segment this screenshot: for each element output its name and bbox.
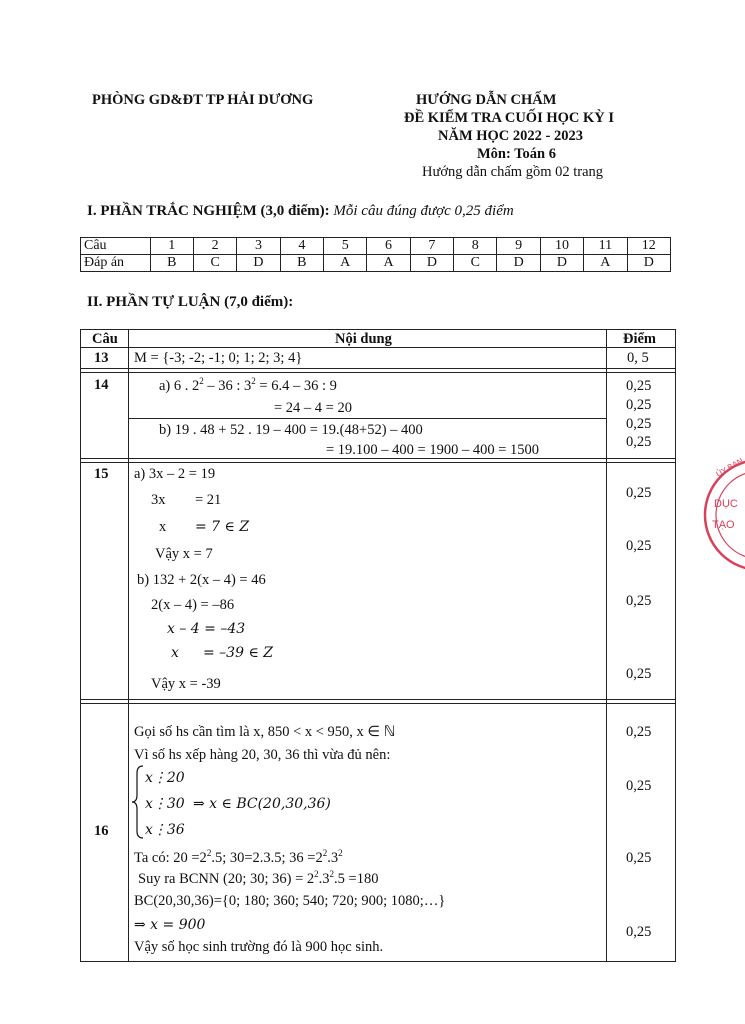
q15-score: 0,25 — [626, 485, 652, 501]
q16-system-implication: ⇒ x ∈ BC(20,30,36) — [193, 796, 331, 812]
q14-score: 0,25 — [626, 434, 652, 450]
question-number: 8 — [454, 238, 497, 255]
q14-score: 0,25 — [626, 416, 652, 432]
answer-letter: D — [540, 255, 583, 272]
q15-line: = 21 — [195, 492, 222, 508]
q16-part: .3 — [327, 850, 339, 866]
official-stamp — [700, 455, 745, 575]
row-divider — [81, 462, 675, 463]
q16-line: Vì số hs xếp hàng 20, 30, 36 thì vừa đủ nên: — [134, 747, 391, 763]
org-name: PHÒNG GD&ĐT TP HẢI DƯƠNG — [92, 92, 314, 108]
exponent: 2 — [251, 376, 256, 387]
doc-subtitle: ĐỀ KIỂM TRA CUỐI HỌC KỲ I — [404, 110, 615, 126]
q16-line: ⇒ x = 900 — [134, 917, 206, 933]
question-number: 2 — [193, 238, 236, 255]
exponent: 2 — [329, 869, 335, 880]
col-header-cau: Câu — [92, 331, 118, 347]
row-divider — [81, 368, 675, 369]
essay-grading-table — [80, 329, 676, 962]
answer-key-table — [80, 237, 671, 272]
col-header-noidung: Nội dung — [335, 331, 392, 347]
q15-line: Vậy x = -39 — [151, 676, 221, 692]
q15-score: 0,25 — [626, 538, 652, 554]
row-divider — [81, 699, 675, 700]
q15-line: x — [171, 645, 179, 661]
q16-line — [134, 850, 343, 867]
q16-part: .5; 30=2.3.5; 36 =2 — [211, 850, 323, 866]
q16-score: 0,25 — [626, 924, 652, 940]
stamp-text: ỦY BAN — [714, 456, 745, 479]
answer-row-label: Đáp án — [81, 255, 151, 272]
q15-score: 0,25 — [626, 593, 652, 609]
row-divider — [81, 372, 675, 373]
answer-letter: D — [497, 255, 540, 272]
question-13-score: 0, 5 — [627, 350, 649, 366]
q15-line: 3x — [151, 492, 166, 508]
q14-a-line1-part: a) 6 . 2 — [159, 378, 200, 394]
answer-letter: C — [193, 255, 236, 272]
q16-line: Gọi số hs cần tìm là x, 850 < x < 950, x ∈ ℕ — [134, 724, 396, 740]
question-14-number: 14 — [94, 377, 109, 393]
answer-row — [81, 255, 671, 272]
question-number: 7 — [410, 238, 453, 255]
exponent: 2 — [314, 869, 319, 880]
q16-score: 0,25 — [626, 778, 652, 794]
q15-line: x – 4 = –43 — [167, 621, 246, 637]
answer-letter: D — [237, 255, 280, 272]
question-number: 10 — [540, 238, 583, 255]
exponent: 2 — [322, 848, 328, 859]
question-number: 1 — [150, 238, 193, 255]
question-16-number: 16 — [94, 823, 109, 839]
q16-line: Vậy số học sinh trường đó là 900 học sinh. — [134, 939, 384, 955]
stamp-text: TẠO — [712, 519, 735, 531]
part2-title: II. PHẦN TỰ LUẬN (7,0 điểm): — [87, 294, 294, 310]
school-year: NĂM HỌC 2022 - 2023 — [438, 128, 583, 144]
q14-score: 0,25 — [626, 397, 652, 413]
exponent: 2 — [199, 376, 204, 387]
answer-letter: B — [280, 255, 323, 272]
row-divider — [81, 703, 675, 704]
system-brace — [131, 765, 145, 839]
part1-title: I. PHẦN TRẮC NGHIỆM (3,0 điểm): — [87, 203, 330, 219]
q15-line: Vậy x = 7 — [155, 546, 213, 562]
answer-letter: A — [324, 255, 367, 272]
q14-score: 0,25 — [626, 378, 652, 394]
answer-letter: C — [454, 255, 497, 272]
q15-line: = 7 ∈ Z — [195, 519, 250, 535]
q15-line: = –39 ∈ Z — [203, 645, 273, 661]
question-number: 4 — [280, 238, 323, 255]
exponent: 2 — [338, 848, 343, 859]
exponent: 2 — [206, 848, 212, 859]
q16-score: 0,25 — [626, 850, 652, 866]
question-number: 11 — [584, 238, 627, 255]
q16-score: 0,25 — [626, 724, 652, 740]
question-number: 12 — [627, 238, 670, 255]
doc-title: HƯỚNG DẪN CHẤM — [416, 92, 557, 108]
q16-part: .3 — [318, 871, 330, 887]
q15-line: a) 3x – 2 = 19 — [134, 466, 216, 482]
col-header-diem: Điểm — [623, 331, 657, 347]
q15-line: x — [159, 519, 167, 535]
question-number: 6 — [367, 238, 410, 255]
col-divider — [606, 330, 607, 961]
q14-a-line1 — [159, 378, 337, 395]
question-number: 5 — [324, 238, 367, 255]
question-row-label: Câu — [81, 238, 151, 255]
answer-letter: A — [584, 255, 627, 272]
q14-a-line1-part: – 36 : 3 — [203, 378, 252, 394]
part1-note: Mỗi câu đúng được 0,25 điểm — [333, 203, 514, 219]
q16-system-line: x⋮20 — [145, 770, 185, 786]
question-13-content: M = {-3; -2; -1; 0; 1; 2; 3; 4} — [134, 350, 303, 366]
q15-line: b) 132 + 2(x – 4) = 46 — [137, 572, 266, 588]
q16-line: BC(20,30,36)={0; 180; 360; 540; 720; 900; 1080;…} — [134, 893, 446, 909]
q16-line — [138, 871, 378, 888]
q16-part: Suy ra BCNN (20; 30; 36) = 2 — [138, 871, 315, 887]
question-number: 9 — [497, 238, 540, 255]
q16-system-line: x⋮30 — [145, 796, 185, 812]
answer-letter: D — [410, 255, 453, 272]
row-divider — [128, 418, 606, 419]
stamp-text: DỤC — [714, 498, 738, 510]
q15-score: 0,25 — [626, 666, 652, 682]
q16-part: Ta có: 20 =2 — [134, 850, 207, 866]
q16-system-line: x⋮36 — [145, 822, 185, 838]
q14-a-line2: = 24 – 4 = 20 — [274, 400, 352, 416]
q14-b-line1: b) 19 . 48 + 52 . 19 – 400 = 19.(48+52) – 400 — [159, 422, 423, 438]
part1-heading — [87, 203, 514, 220]
question-row — [81, 238, 671, 255]
q15-line: 2(x – 4) = –86 — [151, 597, 235, 613]
answer-letter: B — [150, 255, 193, 272]
page-count-note: Hướng dẫn chấm gồm 02 trang — [422, 164, 604, 180]
q14-a-line1-part: = 6.4 – 36 : 9 — [255, 378, 337, 394]
question-number: 3 — [237, 238, 280, 255]
answer-letter: A — [367, 255, 410, 272]
q16-part: .5 =180 — [334, 871, 379, 887]
question-13-number: 13 — [94, 350, 109, 366]
subject: Môn: Toán 6 — [477, 146, 556, 162]
col-divider — [128, 330, 129, 961]
q14-b-line2: = 19.100 – 400 = 1900 – 400 = 1500 — [326, 442, 540, 458]
question-15-number: 15 — [94, 466, 109, 482]
answer-letter: D — [627, 255, 670, 272]
